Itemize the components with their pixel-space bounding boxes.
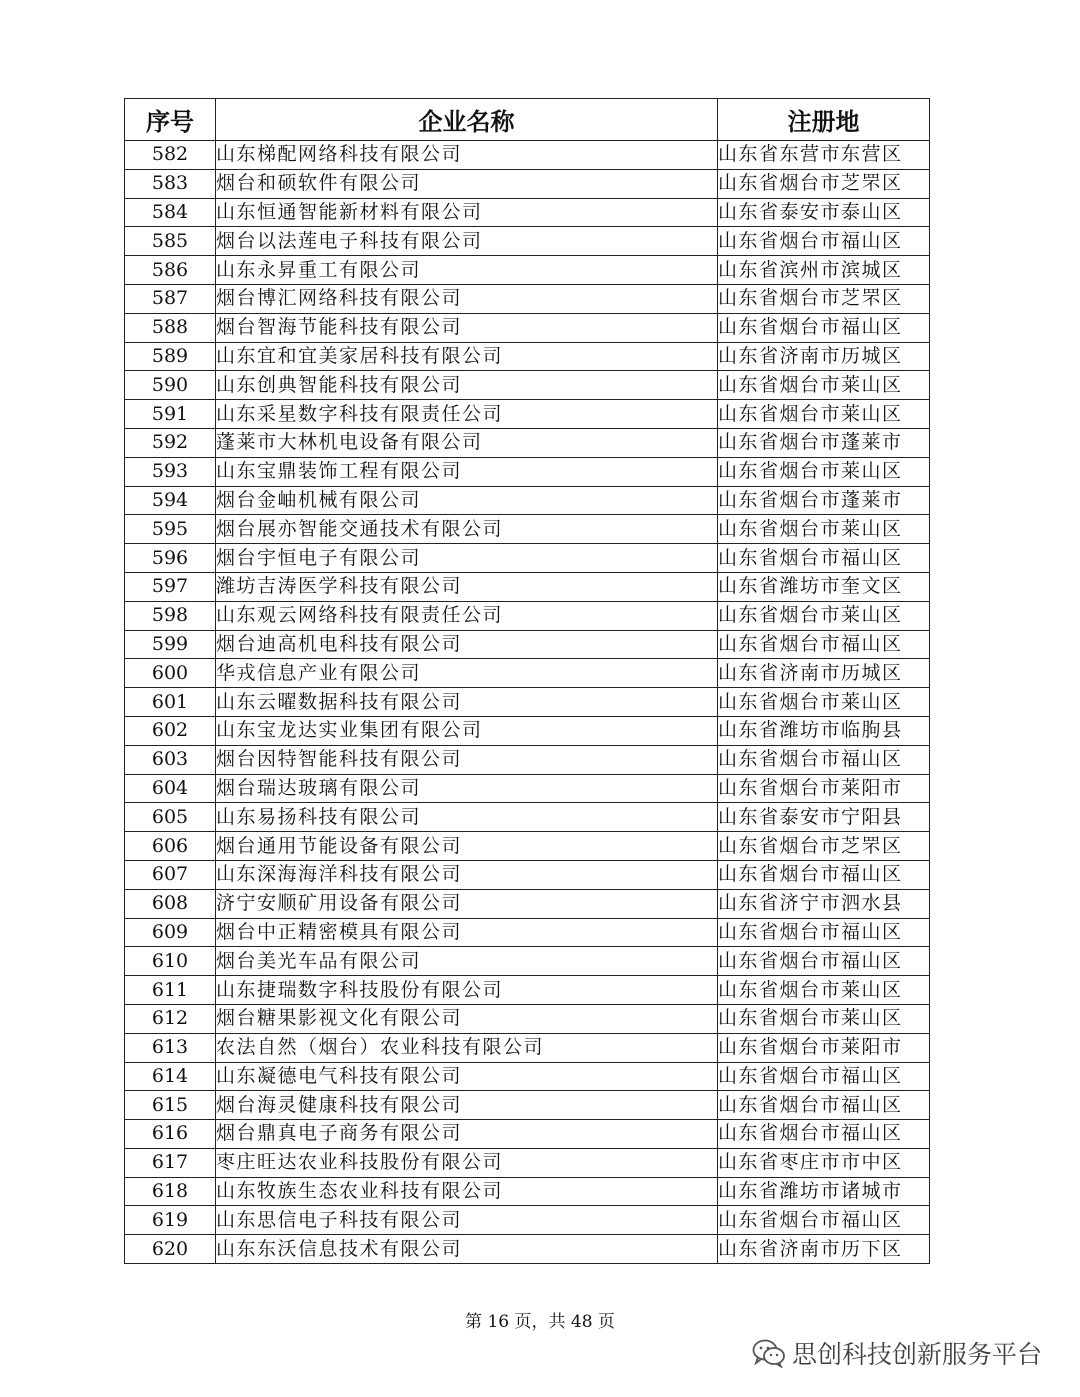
row-serial: 613 <box>125 1033 216 1062</box>
table-row <box>125 889 930 918</box>
row-serial: 605 <box>125 803 216 832</box>
table-row <box>125 1091 930 1120</box>
table-body <box>125 141 930 1264</box>
row-registered-place: 山东省烟台市芝罘区 <box>718 169 930 198</box>
row-serial: 612 <box>125 1004 216 1033</box>
table-row <box>125 1177 930 1206</box>
row-company-name: 烟台海灵健康科技有限公司 <box>216 1091 718 1120</box>
table-row <box>125 428 930 457</box>
row-serial: 607 <box>125 860 216 889</box>
row-serial: 608 <box>125 889 216 918</box>
row-registered-place: 山东省泰安市宁阳县 <box>718 803 930 832</box>
row-serial: 602 <box>125 716 216 745</box>
row-serial: 582 <box>125 141 216 170</box>
row-registered-place: 山东省烟台市莱山区 <box>718 601 930 630</box>
row-company-name: 山东凝德电气科技有限公司 <box>216 1062 718 1091</box>
row-company-name: 潍坊吉涛医学科技有限公司 <box>216 572 718 601</box>
enterprise-table <box>124 98 930 1264</box>
row-registered-place: 山东省烟台市福山区 <box>718 313 930 342</box>
row-registered-place: 山东省烟台市福山区 <box>718 1206 930 1235</box>
row-company-name: 烟台智海节能科技有限公司 <box>216 313 718 342</box>
row-registered-place: 山东省潍坊市临朐县 <box>718 716 930 745</box>
table-row <box>125 313 930 342</box>
table-row <box>125 227 930 256</box>
table-row <box>125 1033 930 1062</box>
table-row <box>125 1148 930 1177</box>
table-row <box>125 457 930 486</box>
row-registered-place: 山东省烟台市福山区 <box>718 227 930 256</box>
row-registered-place: 山东省潍坊市奎文区 <box>718 572 930 601</box>
row-company-name: 山东观云网络科技有限责任公司 <box>216 601 718 630</box>
row-serial: 601 <box>125 688 216 717</box>
table-row <box>125 774 930 803</box>
table-row <box>125 832 930 861</box>
row-registered-place: 山东省烟台市芝罘区 <box>718 832 930 861</box>
row-company-name: 山东宜和宜美家居科技有限公司 <box>216 342 718 371</box>
row-registered-place: 山东省潍坊市诸城市 <box>718 1177 930 1206</box>
table-row <box>125 400 930 429</box>
row-company-name: 烟台展亦智能交通技术有限公司 <box>216 515 718 544</box>
table-row <box>125 1004 930 1033</box>
row-company-name: 烟台金岫机械有限公司 <box>216 486 718 515</box>
row-company-name: 山东思信电子科技有限公司 <box>216 1206 718 1235</box>
row-registered-place: 山东省烟台市莱山区 <box>718 515 930 544</box>
row-registered-place: 山东省烟台市福山区 <box>718 544 930 573</box>
row-serial: 600 <box>125 659 216 688</box>
row-company-name: 烟台宇恒电子有限公司 <box>216 544 718 573</box>
row-registered-place: 山东省烟台市福山区 <box>718 630 930 659</box>
row-registered-place: 山东省烟台市芝罘区 <box>718 284 930 313</box>
row-serial: 597 <box>125 572 216 601</box>
row-company-name: 济宁安顺矿用设备有限公司 <box>216 889 718 918</box>
row-registered-place: 山东省烟台市蓬莱市 <box>718 428 930 457</box>
table-row <box>125 515 930 544</box>
row-serial: 619 <box>125 1206 216 1235</box>
row-registered-place: 山东省济南市历城区 <box>718 659 930 688</box>
row-company-name: 烟台因特智能科技有限公司 <box>216 745 718 774</box>
table-row <box>125 716 930 745</box>
row-registered-place: 山东省烟台市莱山区 <box>718 976 930 1005</box>
row-company-name: 山东采星数字科技有限责任公司 <box>216 400 718 429</box>
row-registered-place: 山东省济南市历城区 <box>718 342 930 371</box>
row-registered-place: 山东省烟台市莱山区 <box>718 400 930 429</box>
row-serial: 617 <box>125 1148 216 1177</box>
row-serial: 620 <box>125 1235 216 1264</box>
row-company-name: 烟台糖果影视文化有限公司 <box>216 1004 718 1033</box>
row-company-name: 烟台通用节能设备有限公司 <box>216 832 718 861</box>
watermark <box>752 1335 1042 1371</box>
row-company-name: 枣庄旺达农业科技股份有限公司 <box>216 1148 718 1177</box>
row-company-name: 烟台美光车品有限公司 <box>216 947 718 976</box>
row-serial: 583 <box>125 169 216 198</box>
row-company-name: 山东牧族生态农业科技有限公司 <box>216 1177 718 1206</box>
row-registered-place: 山东省烟台市福山区 <box>718 745 930 774</box>
header-serial: 序号 <box>125 99 216 141</box>
row-registered-place: 山东省烟台市莱阳市 <box>718 1033 930 1062</box>
table-row <box>125 141 930 170</box>
row-company-name: 山东易扬科技有限公司 <box>216 803 718 832</box>
row-registered-place: 山东省济南市历下区 <box>718 1235 930 1264</box>
row-registered-place: 山东省烟台市莱山区 <box>718 688 930 717</box>
row-serial: 603 <box>125 745 216 774</box>
row-registered-place: 山东省烟台市福山区 <box>718 860 930 889</box>
row-registered-place: 山东省烟台市莱阳市 <box>718 774 930 803</box>
header-company-name: 企业名称 <box>216 99 718 141</box>
row-company-name: 烟台中正精密模具有限公司 <box>216 918 718 947</box>
row-serial: 615 <box>125 1091 216 1120</box>
table-row <box>125 342 930 371</box>
row-company-name: 山东创典智能科技有限公司 <box>216 371 718 400</box>
row-company-name: 山东梯配网络科技有限公司 <box>216 141 718 170</box>
row-serial: 584 <box>125 198 216 227</box>
table-row <box>125 688 930 717</box>
table-row <box>125 601 930 630</box>
table-row <box>125 572 930 601</box>
row-serial: 590 <box>125 371 216 400</box>
row-company-name: 烟台鼎真电子商务有限公司 <box>216 1120 718 1149</box>
table-row <box>125 630 930 659</box>
row-serial: 588 <box>125 313 216 342</box>
row-company-name: 山东东沃信息技术有限公司 <box>216 1235 718 1264</box>
table-row <box>125 371 930 400</box>
row-registered-place: 山东省东营市东营区 <box>718 141 930 170</box>
row-serial: 594 <box>125 486 216 515</box>
row-serial: 596 <box>125 544 216 573</box>
table-row <box>125 803 930 832</box>
table-row <box>125 198 930 227</box>
row-serial: 599 <box>125 630 216 659</box>
row-registered-place: 山东省烟台市福山区 <box>718 1091 930 1120</box>
row-registered-place: 山东省烟台市福山区 <box>718 1062 930 1091</box>
row-registered-place: 山东省烟台市蓬莱市 <box>718 486 930 515</box>
row-serial: 616 <box>125 1120 216 1149</box>
row-registered-place: 山东省滨州市滨城区 <box>718 256 930 285</box>
table-row <box>125 284 930 313</box>
row-serial: 593 <box>125 457 216 486</box>
table-row <box>125 860 930 889</box>
row-serial: 610 <box>125 947 216 976</box>
row-serial: 618 <box>125 1177 216 1206</box>
row-serial: 592 <box>125 428 216 457</box>
table-row <box>125 976 930 1005</box>
row-serial: 606 <box>125 832 216 861</box>
row-company-name: 山东恒通智能新材料有限公司 <box>216 198 718 227</box>
page-number: 第 16 页，共 48 页 <box>465 1312 615 1332</box>
row-company-name: 烟台以法莲电子科技有限公司 <box>216 227 718 256</box>
row-serial: 595 <box>125 515 216 544</box>
table-row <box>125 918 930 947</box>
row-serial: 586 <box>125 256 216 285</box>
table-row <box>125 486 930 515</box>
row-serial: 604 <box>125 774 216 803</box>
row-company-name: 山东宝龙达实业集团有限公司 <box>216 716 718 745</box>
row-company-name: 华戎信息产业有限公司 <box>216 659 718 688</box>
row-registered-place: 山东省烟台市福山区 <box>718 918 930 947</box>
row-serial: 587 <box>125 284 216 313</box>
row-serial: 585 <box>125 227 216 256</box>
row-company-name: 烟台博汇网络科技有限公司 <box>216 284 718 313</box>
row-company-name: 山东云曜数据科技有限公司 <box>216 688 718 717</box>
row-registered-place: 山东省枣庄市市中区 <box>718 1148 930 1177</box>
row-company-name: 烟台瑞达玻璃有限公司 <box>216 774 718 803</box>
row-serial: 589 <box>125 342 216 371</box>
table-row <box>125 169 930 198</box>
row-serial: 614 <box>125 1062 216 1091</box>
row-company-name: 山东捷瑞数字科技股份有限公司 <box>216 976 718 1005</box>
row-serial: 598 <box>125 601 216 630</box>
row-serial: 591 <box>125 400 216 429</box>
row-registered-place: 山东省济宁市泗水县 <box>718 889 930 918</box>
row-company-name: 蓬莱市大林机电设备有限公司 <box>216 428 718 457</box>
table-row <box>125 745 930 774</box>
table-header-row <box>125 99 930 141</box>
row-company-name: 烟台和硕软件有限公司 <box>216 169 718 198</box>
watermark-text: 思创科技创新服务平台 <box>791 1340 1042 1369</box>
row-company-name: 山东永昇重工有限公司 <box>216 256 718 285</box>
header-registered-place: 注册地 <box>718 99 930 141</box>
table-row <box>125 256 930 285</box>
row-company-name: 烟台迪高机电科技有限公司 <box>216 630 718 659</box>
row-serial: 611 <box>125 976 216 1005</box>
row-registered-place: 山东省烟台市莱山区 <box>718 1004 930 1033</box>
row-registered-place: 山东省烟台市莱山区 <box>718 457 930 486</box>
table-row <box>125 544 930 573</box>
table-row <box>125 1206 930 1235</box>
wechat-icon <box>752 1338 786 1368</box>
row-serial: 609 <box>125 918 216 947</box>
table-row <box>125 659 930 688</box>
row-registered-place: 山东省烟台市福山区 <box>718 947 930 976</box>
table-row <box>125 947 930 976</box>
row-company-name: 农法自然（烟台）农业科技有限公司 <box>216 1033 718 1062</box>
table-row <box>125 1235 930 1264</box>
row-company-name: 山东深海海洋科技有限公司 <box>216 860 718 889</box>
row-registered-place: 山东省泰安市泰山区 <box>718 198 930 227</box>
row-company-name: 山东宝鼎装饰工程有限公司 <box>216 457 718 486</box>
row-registered-place: 山东省烟台市福山区 <box>718 1120 930 1149</box>
table-row <box>125 1062 930 1091</box>
row-registered-place: 山东省烟台市莱山区 <box>718 371 930 400</box>
table-row <box>125 1120 930 1149</box>
